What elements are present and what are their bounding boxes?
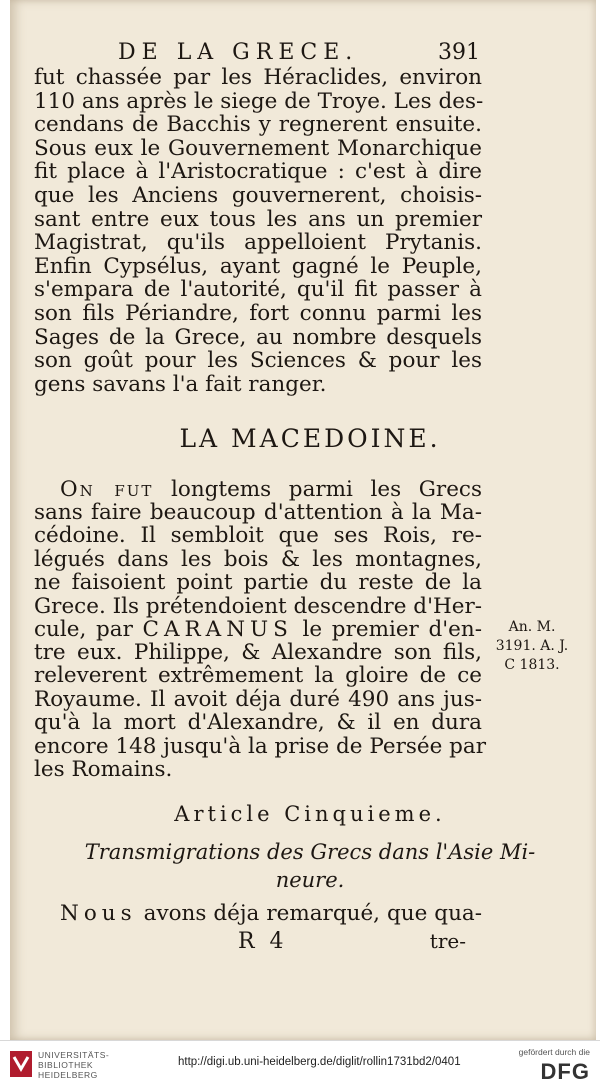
name-caranus: CARANUS	[142, 617, 293, 642]
text-line: ne faisoient point partie du reste de la	[34, 570, 482, 596]
text-line: légués dans les bois & les montagnes,	[34, 546, 482, 572]
text-line: Royaume. Il avoit déja duré 490 ans jus-	[34, 686, 482, 712]
text-line: son goût pour les Sciences & pour les	[34, 348, 482, 374]
catchword: tre-	[429, 929, 466, 953]
drop-opening-words: On fut	[60, 477, 154, 502]
heading-transmigrations-2: neure.	[275, 868, 345, 892]
heading-article: Article Cinquieme.	[174, 802, 446, 826]
text-line: qu'à la mort d'Alexandre, & il en dura	[34, 710, 482, 736]
running-title: DE LA GRECE.	[118, 40, 359, 65]
text-line: sant entre eux tous les ans un premier	[34, 206, 482, 232]
text-line: releverent extrêmement la gloire de ce	[34, 663, 482, 689]
text-line: 110 ans après le siege de Troye. Les des-	[34, 88, 484, 114]
text-line: cule, par CARANUS le premier d'en-	[34, 617, 482, 642]
text-line: Sous eux le Gouvernement Monarchique	[34, 135, 482, 161]
text-line: sans faire beaucoup d'attention à la Ma-	[34, 500, 482, 525]
text-line: s'empara de l'autorité, qu'il fit passer à	[34, 277, 482, 303]
text-line: encore 148 jusqu'à la prise de Persée par	[34, 733, 487, 759]
signature-mark: R 4	[238, 929, 288, 954]
text-line: fut chassée par les Héraclides, environ	[34, 65, 482, 90]
funded-by-text: gefördert durch die	[518, 1047, 590, 1057]
running-header	[118, 40, 480, 65]
dfg-logo: DFG	[540, 1059, 590, 1084]
digitization-footer	[0, 1040, 600, 1087]
text-line: cédoine. Il sembloit que ses Rois, re-	[34, 523, 482, 549]
opening-word-nous: Nous	[60, 901, 137, 926]
source-url-link[interactable]: http://digi.ub.uni-heidelberg.de/diglit/rollin1731bd2/0401	[178, 1056, 461, 1068]
text-line: son fils Périandre, fort connu parmi les	[34, 301, 482, 326]
text-line: Magistrat, qu'ils appelloient Prytanis.	[34, 230, 482, 256]
page-number: 391	[438, 40, 480, 65]
text-line: gens savans l'a fait ranger.	[34, 371, 327, 397]
book-page	[10, 0, 596, 1040]
heading-transmigrations-1: Transmigrations des Grecs dans l'Asie Mi-	[84, 840, 536, 864]
text-line: Enfin Cypsélus, ayant gagné le Peuple,	[34, 253, 482, 279]
text-line: Grece. Ils prétendoient descendre d'Her-	[34, 593, 482, 619]
library-name: UNIVERSITÄTS- BIBLIOTHEK HEIDELBERG	[38, 1050, 110, 1080]
text-line: cendans de Bacchis y regnerent ensuite.	[34, 112, 482, 138]
text-line: fit place à l'Aristocratique : c'est à dire	[34, 159, 482, 185]
text-line: les Romains.	[34, 757, 173, 782]
text-line: Sages de la Grece, au nombre desquels	[34, 324, 482, 350]
ub-heidelberg-logo-icon	[8, 1049, 34, 1079]
heading-la-macedoine: LA MACEDOINE.	[179, 424, 441, 453]
text-line: tre eux. Philippe, & Alexandre son fils,	[34, 640, 482, 665]
text-line: que les Anciens gouvernerent, choisis-	[34, 183, 482, 208]
text-line-last: Nous avons déja remarqué, que qua-	[60, 901, 482, 926]
text-line: On fut longtems parmi les Grecs	[60, 477, 483, 502]
margin-note-date: An. M. 3191. A. J. C 1813.	[495, 619, 569, 673]
